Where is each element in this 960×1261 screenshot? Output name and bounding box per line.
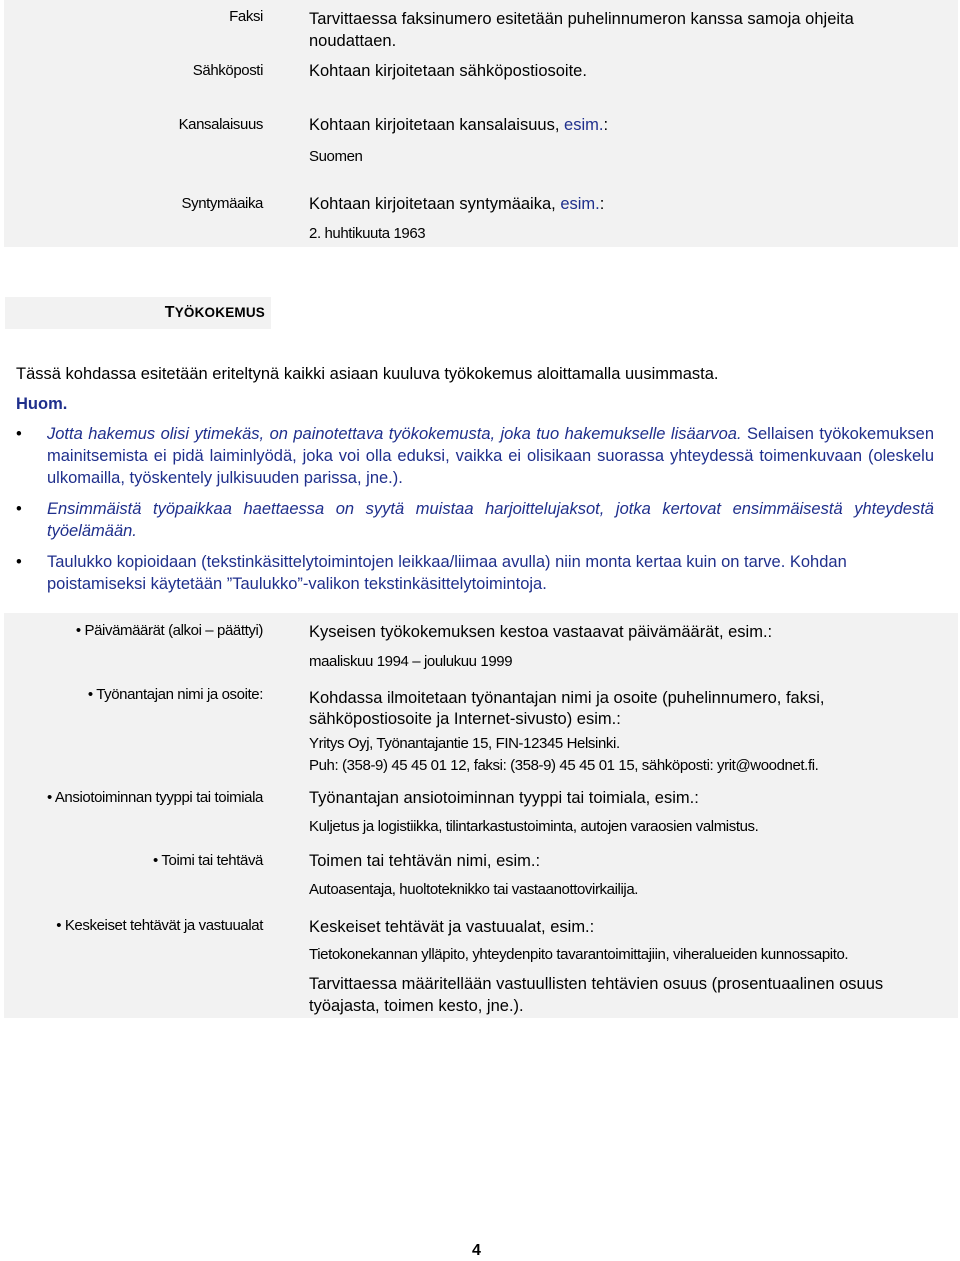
nationality-colon: : <box>603 116 609 134</box>
note-item <box>16 498 934 542</box>
birthdate-example: 2. huhtikuuta 1963 <box>309 225 426 242</box>
bullet-icon: • <box>56 917 62 934</box>
bullet-icon: • <box>47 789 52 806</box>
section-heading <box>165 304 265 322</box>
note-item <box>16 551 934 595</box>
nationality-label: Kansalaisuus <box>178 116 263 133</box>
position-example: Autoasentaja, huoltoteknikko tai vastaanottovirkailija. <box>309 881 639 898</box>
birthdate-colon: : <box>599 195 605 213</box>
industry-example: Kuljetus ja logistiikka, tilintarkastustoiminta, autojen varaosien valmistus. <box>309 818 759 835</box>
birthdate-instruction: Kohtaan kirjoitetaan syntymäaika, <box>309 195 556 213</box>
dates-example: maaliskuu 1994 – joulukuu 1999 <box>309 653 513 670</box>
note-italic: Jotta hakemus olisi ytimekäs, on painotettava työkokemusta, joka tuo hakemukselle lisäarvoa. <box>47 425 742 443</box>
note-plain: Taulukko kopioidaan (tekstinkäsittelytoimintojen leikkaa/liimaa avulla) niin monta kertaa kuin on tarve. Kohdan poistamiseksi käytetään ”Taulukko”-valikon tekstinkäsittelytoimintoja. <box>47 553 847 593</box>
section-heading-box <box>5 297 271 329</box>
note-plain: Sellaisen työkokemuksen mainitsemista ei pidä laiminlyödä, joka voi olla eduksi, vaikka ei olisikaan suorassa yhteydessä toimenkuvaan (oleskelu ulkomailla, työskentely julkisuuden parissa, jne.). <box>47 425 934 487</box>
note-italic: Ensimmäistä työpaikkaa haettaessa on syytä muistaa harjoittelujaksot, jotka kertovat ensimmäisestä yhteydestä työelämään. <box>47 500 934 540</box>
bullet-icon: • <box>153 852 158 869</box>
nationality-text <box>309 116 949 135</box>
heading-rest: YÖKOKEMUS <box>174 305 265 320</box>
note-label: Huom. <box>16 395 68 413</box>
page-number: 4 <box>472 1242 481 1259</box>
birthdate-text <box>309 195 949 214</box>
email-label: Sähköposti <box>192 62 263 79</box>
duties-instruction: Keskeiset tehtävät ja vastuualat, esim.: <box>309 918 595 936</box>
birthdate-label: Syntymäaika <box>181 195 263 212</box>
nationality-esim: esim. <box>564 116 604 134</box>
dates-instruction: Kyseisen työkokemuksen kestoa vastaavat päivämäärät, esim.: <box>309 623 773 641</box>
duties-extra: Tarvittaessa määritellään vastuullisten tehtävien osuus (prosentuaalinen osuus työajasta, toimen kesto, jne.). <box>309 975 884 1015</box>
dates-label: • Päivämäärät (alkoi – päättyi) <box>75 622 263 639</box>
bullet-icon: • <box>16 500 22 518</box>
bullet-icon: • <box>87 686 93 703</box>
birthdate-esim: esim. <box>560 195 600 213</box>
nationality-example: Suomen <box>309 148 363 165</box>
industry-instruction: Työnantajan ansiotoiminnan tyyppi tai toimiala, esim.: <box>309 789 699 807</box>
employer-example: Yritys Oyj, Työnantajantie 15, FIN-12345 Helsinki. <box>309 735 620 752</box>
bullet-icon: • <box>16 553 22 571</box>
section-intro: Tässä kohdassa esitetään eriteltynä kaikki asiaan kuuluva työkokemus aloittamalla uusimmasta. <box>16 365 719 383</box>
position-label: • Toimi tai tehtävä <box>153 852 263 869</box>
note-item <box>16 423 934 489</box>
duties-label: • Keskeiset tehtävät ja vastuualat <box>56 917 263 934</box>
heading-first-letter: T <box>164 304 175 321</box>
fax-text: Tarvittaessa faksinumero esitetään puhelinnumeron kanssa samoja ohjeita noudattaen. <box>309 10 854 50</box>
email-text: Kohtaan kirjoitetaan sähköpostiosoite. <box>309 62 587 80</box>
bullet-icon: • <box>75 622 81 639</box>
employer-contact-example: Puh: (358-9) 45 45 01 12, faksi: (358-9) 45 45 01 15, sähköposti: yrit@woodnet.fi. <box>309 757 819 774</box>
duties-example: Tietokonekannan ylläpito, yhteydenpito tavarantoimittajiin, viheralueiden kunnossapito. <box>309 946 849 963</box>
bullet-icon: • <box>16 425 22 443</box>
position-instruction: Toimen tai tehtävän nimi, esim.: <box>309 852 541 870</box>
employer-label: • Työnantajan nimi ja osoite: <box>87 686 263 703</box>
notes-list <box>16 423 934 604</box>
industry-label: • Ansiotoiminnan tyyppi tai toimiala <box>47 789 263 806</box>
employer-instruction: Kohdassa ilmoitetaan työnantajan nimi ja osoite (puhelinnumero, faksi, sähköpostiosoite ja Internet-sivusto) esim.: <box>309 689 825 728</box>
nationality-instruction: Kohtaan kirjoitetaan kansalaisuus, <box>309 116 560 134</box>
fax-label: Faksi <box>229 8 263 25</box>
